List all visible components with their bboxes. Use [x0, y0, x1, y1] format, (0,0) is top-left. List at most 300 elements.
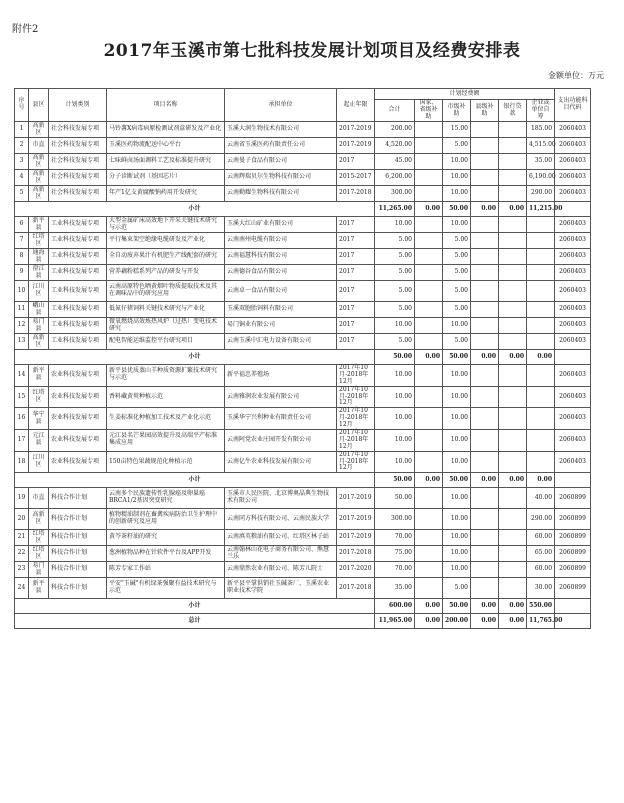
cell-unit: 云南德谷食品有限公司	[225, 265, 337, 281]
cell-national	[415, 386, 443, 408]
cell-bank: 0.00	[499, 473, 527, 488]
cell-city: 5.00	[443, 249, 471, 265]
cell-county-subsidy	[471, 530, 499, 546]
col-header-seq: 序号	[15, 89, 29, 122]
cell-national	[415, 186, 443, 202]
cell-self	[527, 334, 555, 350]
cell-project: 黄芩茶籽油的研究	[107, 530, 225, 546]
cell-county-subsidy	[471, 265, 499, 281]
grand-total-row	[15, 614, 615, 629]
cell-self: 290.00	[527, 509, 555, 530]
cell-self: 550.00	[527, 599, 555, 614]
cell-city: 5.00	[443, 334, 471, 350]
cell-county-subsidy	[471, 302, 499, 318]
cell-code: 2060403	[555, 334, 591, 350]
col-header-county-subsidy: 县级补助	[471, 100, 499, 122]
cell-unit: 易门铜业有限公司	[225, 318, 337, 334]
cell-county-subsidy	[471, 281, 499, 302]
cell-county-subsidy	[471, 217, 499, 233]
cell-national: 0.00	[415, 614, 443, 629]
cell-unit: 云南玉溪中汇电力设备有限公司	[225, 334, 337, 350]
cell-national	[415, 138, 443, 154]
cell-county: 新平县	[29, 365, 49, 387]
cell-seq: 22	[15, 546, 29, 562]
cell-city: 50.00	[443, 202, 471, 217]
cell-national	[415, 265, 443, 281]
subtotal-label: 小计	[15, 473, 375, 488]
cell-period: 2017年10月-2018年12月	[337, 365, 375, 387]
cell-county-subsidy	[471, 488, 499, 509]
cell-plan-type: 农业科技发展专项	[49, 365, 107, 387]
cell-county: 峨山县	[29, 302, 49, 318]
cell-unit: 云南翰林山花电子商务有限公司、熊慧兰乐	[225, 546, 337, 562]
cell-total: 50.00	[375, 350, 415, 365]
cell-unit: 云南勤耀生物科技有限公司	[225, 186, 337, 202]
cell-bank	[499, 408, 527, 430]
cell-period: 2017年10月-2018年12月	[337, 386, 375, 408]
cell-code: 2060899	[555, 546, 591, 562]
cell-code: 2060899	[555, 578, 591, 599]
cell-county-subsidy	[471, 365, 499, 387]
cell-bank	[499, 281, 527, 302]
cell-code: 2060403	[555, 217, 591, 233]
cell-plan-type: 农业科技发展专项	[49, 386, 107, 408]
cell-project: 生姜标准化种植加工技术及产业化示范	[107, 408, 225, 430]
cell-total: 300.00	[375, 509, 415, 530]
cell-county-subsidy	[471, 154, 499, 170]
table-row	[15, 546, 615, 562]
grand-total-label: 总计	[15, 614, 375, 629]
cell-seq: 20	[15, 509, 29, 530]
cell-project: 低氮仔猪饲料关键技术研究与产业化	[107, 302, 225, 318]
cell-national	[415, 408, 443, 430]
cell-plan-type: 工业科技发展专项	[49, 265, 107, 281]
cell-city: 10.00	[443, 365, 471, 387]
cell-county-subsidy	[471, 334, 499, 350]
cell-national	[415, 233, 443, 249]
subtotal-label: 小计	[15, 202, 375, 217]
cell-county-subsidy	[471, 451, 499, 473]
cell-national: 0.00	[415, 202, 443, 217]
cell-city: 10.00	[443, 217, 471, 233]
cell-national	[415, 334, 443, 350]
subtotal-row	[15, 202, 615, 217]
cell-city: 50.00	[443, 350, 471, 365]
cell-bank: 0.00	[499, 350, 527, 365]
cell-bank	[499, 509, 527, 530]
cell-period: 2015-2017	[337, 170, 375, 186]
cell-period: 2017年10月-2018年12月	[337, 408, 375, 430]
cell-code: 2060403	[555, 249, 591, 265]
cell-national	[415, 217, 443, 233]
cell-county-subsidy	[471, 122, 499, 138]
col-header-city: 市级补助	[443, 100, 471, 122]
table-row	[15, 408, 615, 430]
cell-bank	[499, 451, 527, 473]
cell-unit: 云南滇英粮油有限公司、红塔区林子站	[225, 530, 337, 546]
funding-table	[14, 88, 615, 629]
table-row	[15, 233, 615, 249]
cell-county-subsidy	[471, 249, 499, 265]
cell-period: 2017-2018	[337, 186, 375, 202]
cell-period: 2017-2019	[337, 509, 375, 530]
cell-bank: 0.00	[499, 202, 527, 217]
cell-plan-type: 工业科技发展专项	[49, 233, 107, 249]
table-row	[15, 578, 615, 599]
cell-county: 新平县	[29, 578, 49, 599]
cell-county: 新平县	[29, 217, 49, 233]
cell-city: 10.00	[443, 430, 471, 452]
cell-national	[415, 530, 443, 546]
cell-code	[555, 350, 591, 365]
cell-city: 10.00	[443, 408, 471, 430]
cell-national	[415, 318, 443, 334]
cell-self: 65.00	[527, 546, 555, 562]
cell-self	[527, 233, 555, 249]
cell-city: 200.00	[443, 614, 471, 629]
cell-city: 10.00	[443, 186, 471, 202]
cell-code: 2060899	[555, 562, 591, 578]
cell-total: 600.00	[375, 599, 415, 614]
table-row	[15, 386, 615, 408]
cell-self	[527, 265, 555, 281]
cell-bank	[499, 170, 527, 186]
cell-unit: 云南福慧科技有限公司	[225, 249, 337, 265]
cell-plan-type: 工业科技发展专项	[49, 334, 107, 350]
table-row	[15, 186, 615, 202]
attachment-label: 附件2	[12, 24, 39, 35]
cell-total: 70.00	[375, 530, 415, 546]
cell-period: 2017年10月-2018年12月	[337, 430, 375, 452]
cell-code: 2060403	[555, 451, 591, 473]
cell-county-subsidy	[471, 386, 499, 408]
cell-plan-type: 农业科技发展专项	[49, 451, 107, 473]
cell-project: 150亩特色果蔬规范化种植示范	[107, 451, 225, 473]
cell-project: 云南高原特色晒黄烟叶物质提取技术及其在调味品中的研究应用	[107, 281, 225, 302]
cell-self	[527, 430, 555, 452]
cell-total: 70.00	[375, 562, 415, 578]
table-row	[15, 509, 615, 530]
cell-total: 35.00	[375, 578, 415, 599]
cell-city: 5.00	[443, 265, 471, 281]
cell-county-subsidy	[471, 562, 499, 578]
subtotal-row	[15, 473, 615, 488]
cell-city: 5.00	[443, 281, 471, 302]
cell-bank	[499, 302, 527, 318]
cell-national	[415, 451, 443, 473]
cell-self: 0.00	[527, 350, 555, 365]
cell-seq: 11	[15, 302, 29, 318]
cell-self: 290.00	[527, 186, 555, 202]
cell-county: 元江县	[29, 430, 49, 452]
cell-seq: 18	[15, 451, 29, 473]
cell-county: 易门县	[29, 318, 49, 334]
cell-bank: 0.00	[499, 599, 527, 614]
cell-county: 澄江县	[29, 265, 49, 281]
cell-total: 50.00	[375, 473, 415, 488]
cell-project: 植物精油制剂在畜禽疾病防治卫生护理中的创新研究及应用	[107, 509, 225, 530]
cell-unit: 云南省玉溪医药有限责任公司	[225, 138, 337, 154]
cell-city: 10.00	[443, 562, 471, 578]
cell-total: 5.00	[375, 265, 415, 281]
cell-unit: 玉溪双胞胎饲料有限公司	[225, 302, 337, 318]
cell-self	[527, 217, 555, 233]
cell-national: 0.00	[415, 599, 443, 614]
cell-county: 高新区	[29, 334, 49, 350]
cell-total: 300.00	[375, 186, 415, 202]
cell-period: 2017-2019	[337, 138, 375, 154]
cell-unit: 云南卓一食品有限公司	[225, 281, 337, 302]
cell-county-subsidy	[471, 186, 499, 202]
cell-national: 0.00	[415, 473, 443, 488]
cell-bank	[499, 546, 527, 562]
cell-county-subsidy	[471, 138, 499, 154]
cell-plan-type: 工业科技发展专项	[49, 281, 107, 302]
cell-project: 全自动废弃果汁有机肥生产线配套的研究	[107, 249, 225, 265]
table-row	[15, 451, 615, 473]
cell-city: 10.00	[443, 546, 471, 562]
table-row	[15, 217, 615, 233]
cell-national	[415, 562, 443, 578]
cell-city: 5.00	[443, 233, 471, 249]
cell-county-subsidy	[471, 233, 499, 249]
subtotal-row	[15, 599, 615, 614]
cell-project: 新平县优质蒸山羊种质资源扩繁技术研究与示范	[107, 365, 225, 387]
cell-county-subsidy	[471, 546, 499, 562]
cell-bank	[499, 186, 527, 202]
cell-total: 10.00	[375, 386, 415, 408]
table-row	[15, 265, 615, 281]
cell-code: 2060403	[555, 265, 591, 281]
subtotal-label: 小计	[15, 350, 375, 365]
cell-self	[527, 281, 555, 302]
cell-total: 10.00	[375, 365, 415, 387]
cell-county-subsidy	[471, 578, 499, 599]
cell-total: 11,965.00	[375, 614, 415, 629]
cell-national: 0.00	[415, 350, 443, 365]
table-row	[15, 530, 615, 546]
cell-self: 0.00	[527, 473, 555, 488]
cell-unit: 云南鼎然农业有限公司、陈芳儿院士	[225, 562, 337, 578]
col-header-bank: 银行贷款	[499, 100, 527, 122]
table-row	[15, 249, 615, 265]
cell-national	[415, 302, 443, 318]
cell-total: 10.00	[375, 451, 415, 473]
cell-county: 高新区	[29, 154, 49, 170]
cell-city: 5.00	[443, 302, 471, 318]
cell-county-subsidy	[471, 430, 499, 452]
cell-self	[527, 302, 555, 318]
cell-city: 10.00	[443, 488, 471, 509]
cell-period: 2017	[337, 233, 375, 249]
cell-period: 2017-2018	[337, 546, 375, 562]
cell-county: 红塔区	[29, 530, 49, 546]
cell-bank	[499, 249, 527, 265]
cell-national	[415, 430, 443, 452]
col-header-total: 合计	[375, 100, 415, 122]
cell-city: 10.00	[443, 451, 471, 473]
table-row	[15, 488, 615, 509]
unit-label: 金额单位：万元	[548, 71, 604, 80]
cell-unit: 新平福忠养殖场	[225, 365, 337, 387]
cell-plan-type: 社会科技发展专项	[49, 138, 107, 154]
cell-code: 2060403	[555, 302, 591, 318]
cell-period: 2017	[337, 217, 375, 233]
cell-total: 75.00	[375, 546, 415, 562]
cell-city: 10.00	[443, 154, 471, 170]
cell-county-subsidy	[471, 170, 499, 186]
cell-bank	[499, 265, 527, 281]
cell-code: 2060403	[555, 170, 591, 186]
cell-project: 马铃薯X病毒病原检测试剂盒研发及产业化	[107, 122, 225, 138]
cell-project: 云南多个民族遗传性乳腺癌及卵巢癌BRCA1/2基因突变研究	[107, 488, 225, 509]
cell-bank	[499, 154, 527, 170]
cell-project: 陈芳专家工作站	[107, 562, 225, 578]
cell-project: 葱洲植物品种在针软件平台及APP开发	[107, 546, 225, 562]
cell-project: 微氧燃烧高效炼热风炉（过热）变电技术研究	[107, 318, 225, 334]
cell-total: 5.00	[375, 281, 415, 302]
cell-bank	[499, 365, 527, 387]
cell-unit: 云南辉瑞贝尔生物科技有限公司	[225, 170, 337, 186]
cell-project: 七味鲜卤汤面调料工艺及标准提升研究	[107, 154, 225, 170]
cell-county: 红塔区	[29, 233, 49, 249]
cell-county: 市直	[29, 488, 49, 509]
cell-period: 2017-2019	[337, 488, 375, 509]
cell-self	[527, 408, 555, 430]
cell-national	[415, 281, 443, 302]
cell-code: 2060403	[555, 122, 591, 138]
cell-unit: 云南雅润农业发展有限公司	[225, 386, 337, 408]
cell-seq: 1	[15, 122, 29, 138]
cell-national	[415, 154, 443, 170]
cell-unit: 云南曼子食品有限公司	[225, 154, 337, 170]
cell-code: 2060403	[555, 186, 591, 202]
cell-plan-type: 社会科技发展专项	[49, 186, 107, 202]
cell-total: 10.00	[375, 318, 415, 334]
table-row	[15, 302, 615, 318]
cell-city: 10.00	[443, 509, 471, 530]
cell-bank	[499, 430, 527, 452]
cell-code: 2060899	[555, 530, 591, 546]
cell-plan-type: 工业科技发展专项	[49, 249, 107, 265]
cell-self: 4,515.00	[527, 138, 555, 154]
cell-plan-type: 社会科技发展专项	[49, 170, 107, 186]
cell-project: 元江县名芒果园高效提升及高端平产标准集成应用	[107, 430, 225, 452]
cell-code: 2060403	[555, 408, 591, 430]
cell-self: 35.00	[527, 154, 555, 170]
cell-national	[415, 249, 443, 265]
table-row	[15, 318, 615, 334]
cell-plan-type: 工业科技发展专项	[49, 217, 107, 233]
cell-county-subsidy	[471, 408, 499, 430]
cell-city: 10.00	[443, 170, 471, 186]
cell-seq: 12	[15, 318, 29, 334]
cell-project: 营养藕粉糕系列产品的研发与开发	[107, 265, 225, 281]
cell-unit: 玉溪大红山矿业有限公司	[225, 217, 337, 233]
cell-seq: 24	[15, 578, 29, 599]
cell-code: 2060403	[555, 281, 591, 302]
cell-code: 2060403	[555, 233, 591, 249]
cell-county: 高新区	[29, 186, 49, 202]
cell-code: 2060403	[555, 430, 591, 452]
col-header-plan-type: 计划类别	[49, 89, 107, 122]
cell-seq: 19	[15, 488, 29, 509]
table-row	[15, 138, 615, 154]
cell-county: 江川区	[29, 281, 49, 302]
cell-plan-type: 科技合作计划	[49, 562, 107, 578]
cell-code: 2060403	[555, 386, 591, 408]
cell-city: 50.00	[443, 473, 471, 488]
cell-bank	[499, 138, 527, 154]
cell-project: 大型金属矿床高效地下开采关键技术研究与示范	[107, 217, 225, 233]
cell-plan-type: 科技合作计划	[49, 578, 107, 599]
cell-county-subsidy: 0.00	[471, 473, 499, 488]
cell-county: 高新区	[29, 170, 49, 186]
cell-bank: 0.00	[499, 614, 527, 629]
cell-total: 11,265.00	[375, 202, 415, 217]
cell-seq: 21	[15, 530, 29, 546]
cell-national	[415, 365, 443, 387]
cell-city: 10.00	[443, 530, 471, 546]
cell-code: 2060403	[555, 365, 591, 387]
cell-national	[415, 170, 443, 186]
cell-county: 华宁县	[29, 408, 49, 430]
cell-self	[527, 249, 555, 265]
cell-period: 2017	[337, 281, 375, 302]
cell-city: 50.00	[443, 599, 471, 614]
cell-bank	[499, 578, 527, 599]
cell-unit: 新平县平掌供销社玉碱茶厂、玉溪农业职业技术学院	[225, 578, 337, 599]
cell-total: 10.00	[375, 430, 415, 452]
cell-period: 2017-2019	[337, 530, 375, 546]
cell-bank	[499, 334, 527, 350]
cell-bank	[499, 488, 527, 509]
cell-code	[555, 473, 591, 488]
cell-national	[415, 578, 443, 599]
cell-seq: 16	[15, 408, 29, 430]
cell-total: 5.00	[375, 302, 415, 318]
cell-bank	[499, 122, 527, 138]
cell-plan-type: 农业科技发展专项	[49, 430, 107, 452]
cell-period: 2017	[337, 334, 375, 350]
cell-county: 高新区	[29, 509, 49, 530]
cell-project: 分子诊断试剂（基因芯片）	[107, 170, 225, 186]
cell-bank	[499, 386, 527, 408]
cell-period: 2017	[337, 318, 375, 334]
cell-plan-type: 社会科技发展专项	[49, 122, 107, 138]
table-row	[15, 562, 615, 578]
subtotal-row	[15, 350, 615, 365]
cell-seq: 14	[15, 365, 29, 387]
col-header-county: 县区	[29, 89, 49, 122]
cell-unit: 云南南州电缆有限公司	[225, 233, 337, 249]
cell-plan-type: 科技合作计划	[49, 530, 107, 546]
cell-national	[415, 509, 443, 530]
cell-self	[527, 451, 555, 473]
cell-total: 5.00	[375, 233, 415, 249]
cell-self: 6,190.00	[527, 170, 555, 186]
cell-county: 市直	[29, 138, 49, 154]
cell-national	[415, 488, 443, 509]
cell-seq: 8	[15, 249, 29, 265]
col-header-national: 国家、省级补助	[415, 100, 443, 122]
cell-national	[415, 122, 443, 138]
cell-code: 2060403	[555, 154, 591, 170]
cell-period: 2017	[337, 249, 375, 265]
cell-bank	[499, 217, 527, 233]
cell-county-subsidy: 0.00	[471, 599, 499, 614]
cell-seq: 2	[15, 138, 29, 154]
